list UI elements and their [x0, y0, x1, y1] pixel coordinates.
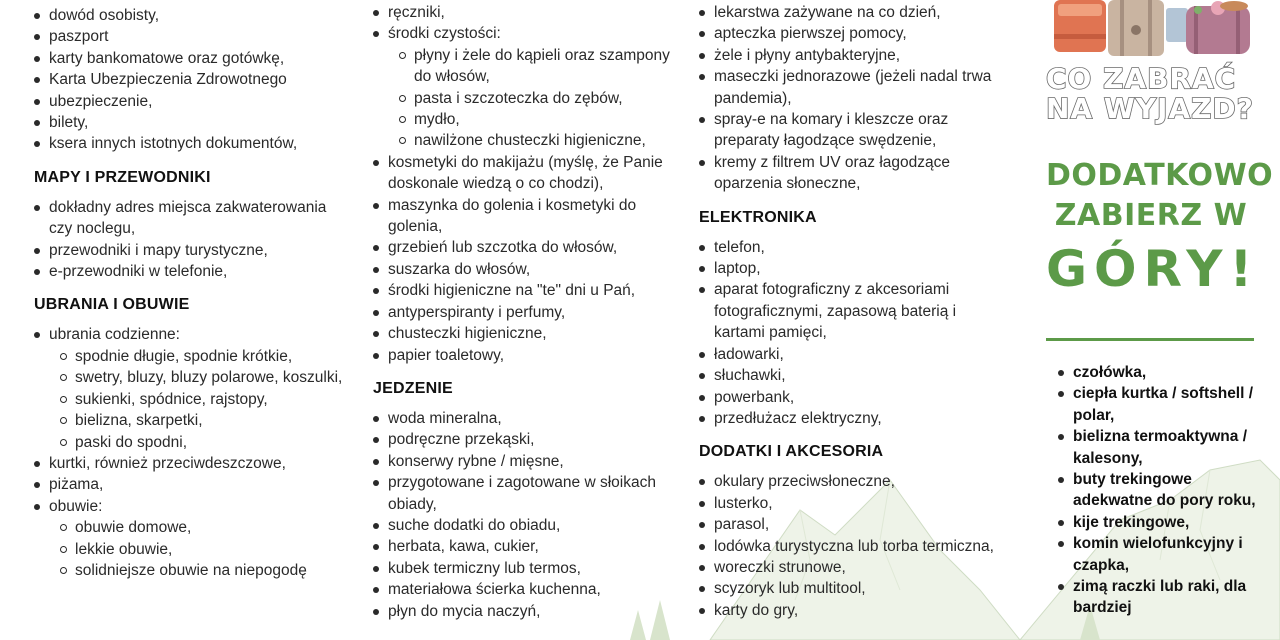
list-item: ubrania codzienne:	[34, 324, 344, 345]
list-item: karty do gry,	[699, 600, 1009, 621]
mountains-heading	[1046, 156, 1274, 302]
section-heading: ELEKTRONIKA	[699, 208, 817, 226]
question-title	[1046, 64, 1266, 124]
section-list	[34, 324, 344, 581]
sub-list-item: swetry, bluzy, bluzy polarowe, koszulki,	[34, 367, 344, 388]
list-item: ubezpieczenie,	[34, 91, 344, 112]
mountains-extra-list	[1058, 362, 1268, 619]
list-item: okulary przeciwsłoneczne,	[699, 471, 1009, 492]
list-item: kubek termiczny lub termos,	[373, 558, 678, 579]
section-list	[373, 408, 678, 622]
list-item: Karta Ubezpieczenia Zdrowotnego	[34, 69, 344, 90]
list-item: laptop,	[699, 258, 1009, 279]
question-line-1: CO ZABRAĆ	[1046, 62, 1237, 95]
list-item: ładowarki,	[699, 344, 1009, 365]
list-item: apteczka pierwszej pomocy,	[699, 23, 1009, 44]
list-item: dowód osobisty,	[34, 5, 344, 26]
section-list	[699, 471, 1009, 621]
list-item: obuwie:	[34, 496, 344, 517]
documents-list	[34, 5, 344, 155]
list-item: lekarstwa zażywane na co dzień,	[699, 2, 1009, 23]
extra-list-item: zimą raczki lub raki, dla bardziej	[1058, 576, 1268, 619]
heading-line-1: DODATKOWO	[1046, 158, 1274, 193]
list-item: woda mineralna,	[373, 408, 678, 429]
sub-list-item: płyny i żele do kąpieli oraz szampony do włosów,	[373, 45, 678, 88]
extra-list-item: kije trekingowe,	[1058, 512, 1268, 533]
heading-line-3: GÓRY!	[1046, 240, 1260, 298]
column-hygiene-food	[373, 2, 678, 622]
sub-list-item: paski do spodni,	[34, 432, 344, 453]
list-item: chusteczki higieniczne,	[373, 323, 678, 344]
list-item: suche dodatki do obiadu,	[373, 515, 678, 536]
list-item: karty bankomatowe oraz gotówkę,	[34, 48, 344, 69]
extra-list-item: ciepła kurtka / softshell / polar,	[1058, 383, 1268, 426]
section-heading: DODATKI I AKCESORIA	[699, 443, 884, 461]
list-item: maseczki jednorazowe (jeżeli nadal trwa pandemia),	[699, 66, 1009, 109]
list-item: kremy z filtrem UV oraz łagodzące oparzenia słoneczne,	[699, 152, 1009, 195]
list-item: paszport	[34, 26, 344, 47]
extra-list-item: bielizna termoaktywna / kalesony,	[1058, 426, 1268, 469]
list-item: przedłużacz elektryczny,	[699, 408, 1009, 429]
list-item: dokładny adres miejsca zakwaterowania czy noclegu,	[34, 197, 344, 240]
list-item: środki higieniczne na "te" dni u Pań,	[373, 280, 678, 301]
list-item: spray-e na komary i kleszcze oraz preparaty łagodzące swędzenie,	[699, 109, 1009, 152]
list-item: parasol,	[699, 514, 1009, 535]
sub-list-item: mydło,	[373, 109, 678, 130]
list-item: podręczne przekąski,	[373, 429, 678, 450]
list-item: grzebień lub szczotka do włosów,	[373, 237, 678, 258]
suitcases-illustration	[1048, 0, 1258, 58]
list-item: telefon,	[699, 237, 1009, 258]
list-item: ksera innych istotnych dokumentów,	[34, 133, 344, 154]
health-list	[699, 2, 1009, 195]
list-item: woreczki strunowe,	[699, 557, 1009, 578]
sub-list-item: obuwie domowe,	[34, 517, 344, 538]
sub-list-item: nawilżone chusteczki higieniczne,	[373, 130, 678, 151]
list-item: scyzoryk lub multitool,	[699, 578, 1009, 599]
list-item: maszynka do golenia i kosmetyki do golenia,	[373, 195, 678, 238]
list-item: kurtki, również przeciwdeszczowe,	[34, 453, 344, 474]
list-item: płyn do mycia naczyń,	[373, 601, 678, 622]
list-item: materiałowa ścierka kuchenna,	[373, 579, 678, 600]
list-item: bilety,	[34, 112, 344, 133]
list-item: herbata, kawa, cukier,	[373, 536, 678, 557]
list-item: kosmetyki do makijażu (myślę, że Panie doskonale wiedzą o co chodzi),	[373, 152, 678, 195]
sub-list-item: bielizna, skarpetki,	[34, 410, 344, 431]
sub-list-item: spodnie długie, spodnie krótkie,	[34, 346, 344, 367]
list-item: konserwy rybne / mięsne,	[373, 451, 678, 472]
green-divider	[1046, 338, 1254, 341]
list-item: e-przewodniki w telefonie,	[34, 261, 344, 282]
section-list	[34, 197, 344, 283]
list-item: lusterko,	[699, 493, 1009, 514]
list-item: antyperspiranty i perfumy,	[373, 302, 678, 323]
list-item: środki czystości:	[373, 23, 678, 44]
list-item: słuchawki,	[699, 365, 1009, 386]
list-item: lodówka turystyczna lub torba termiczna,	[699, 536, 1009, 557]
hygiene-list	[373, 2, 678, 366]
sub-list-item: pasta i szczoteczka do zębów,	[373, 88, 678, 109]
extra-list-item: czołówka,	[1058, 362, 1268, 383]
section-heading: MAPY I PRZEWODNIKI	[34, 168, 211, 186]
sub-list-item: sukienki, spódnice, rajstopy,	[34, 389, 344, 410]
sub-list-item: solidniejsze obuwie na niepogodę	[34, 560, 344, 581]
list-item: przygotowane i zagotowane w słoikach obiady,	[373, 472, 678, 515]
column-documents	[34, 5, 344, 581]
list-item: powerbank,	[699, 387, 1009, 408]
list-item: żele i płyny antybakteryjne,	[699, 45, 1009, 66]
list-item: przewodniki i mapy turystyczne,	[34, 240, 344, 261]
section-list	[699, 237, 1009, 430]
list-item: papier toaletowy,	[373, 345, 678, 366]
list-item: ręczniki,	[373, 2, 678, 23]
extra-list-item: buty trekingowe adekwatne do pory roku,	[1058, 469, 1268, 512]
list-item: aparat fotograficzny z akcesoriami fotograficznymi, zapasową baterią i kartami pamięci,	[699, 279, 1009, 343]
sub-list-item: lekkie obuwie,	[34, 539, 344, 560]
extra-list-item: komin wielofunkcyjny i czapka,	[1058, 533, 1268, 576]
section-heading: UBRANIA I OBUWIE	[34, 296, 190, 314]
section-heading: JEDZENIE	[373, 379, 453, 397]
question-line-2: NA WYJAZD?	[1046, 92, 1254, 125]
list-item: suszarka do włosów,	[373, 259, 678, 280]
column-health-electronics	[699, 2, 1009, 621]
list-item: piżama,	[34, 474, 344, 495]
heading-line-2: ZABIERZ W	[1054, 198, 1248, 233]
